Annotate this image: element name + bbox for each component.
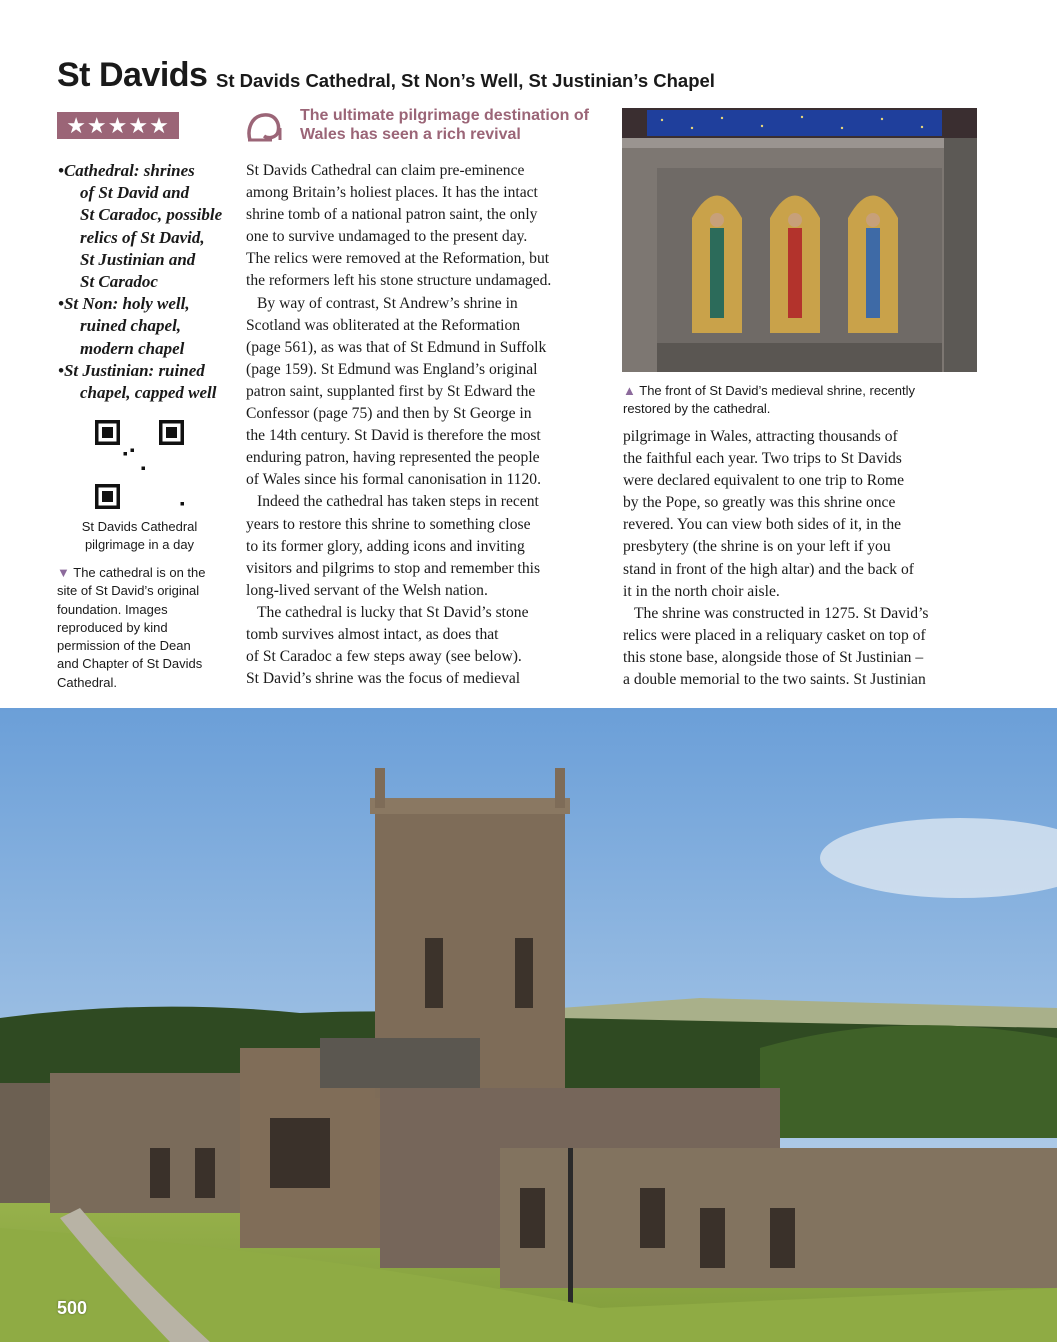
body-text-line: long-lived servant of the Welsh nation.: [246, 581, 488, 599]
highlight-item-text: Cathedral: shrines: [63, 161, 195, 180]
body-text-line: tomb survives almost intact, as does that: [246, 625, 499, 643]
highlight-item-text: St Justinian: ruined: [63, 360, 205, 380]
bullet-icon: •: [58, 360, 64, 380]
body-text-line: By way of contrast, St Andrew’s shrine in: [257, 294, 518, 312]
page-title: St Davids: [57, 56, 208, 94]
snail-spiral-icon: [246, 110, 286, 142]
qr-code[interactable]: [95, 420, 184, 509]
caption-text: permission of the Dean: [57, 638, 191, 654]
body-text-line: stand in front of the high altar) and the back of: [623, 560, 914, 578]
body-text-line: The shrine was constructed in 1275. St David’s: [634, 604, 929, 622]
body-text-line: patron saint, supplanted first by St Edward the: [246, 382, 536, 400]
body-column-2: [623, 426, 929, 691]
caption-text: site of St David’s original: [57, 583, 200, 599]
shrine-photo: [622, 108, 977, 372]
page-subtitle: St Davids Cathedral, St Non’s Well, St Justinian’s Chapel: [216, 70, 715, 91]
body-text-line: relics were placed in a reliquary casket on top of: [623, 626, 926, 644]
caption-text: The cathedral is on the: [69, 565, 206, 580]
body-text-line: the reformers left his stone structure undamaged.: [246, 272, 552, 290]
body-text-line: The cathedral is lucky that St David’s stone: [257, 603, 529, 621]
body-text-line: one to survive undamaged to the present day.: [246, 228, 528, 246]
pull-quote: [300, 106, 589, 144]
body-text-line: Confessor (page 75) and then by St George in: [246, 405, 532, 423]
caption-line: [57, 637, 222, 655]
caption-text: and Chapter of St Davids: [57, 656, 203, 672]
highlight-item-line: St Caradoc: [80, 272, 158, 292]
body-column-1: [246, 160, 551, 690]
body-text-line: among Britain’s holiest places. It has the intact: [246, 184, 538, 202]
body-text-line: years to restore this shrine to something close: [246, 515, 531, 533]
caption-line: The front of St David’s medieval shrine, recently: [635, 383, 916, 398]
body-text-line: enduring patron, having represented the people: [246, 449, 540, 467]
highlight-item-line: of St David and: [80, 183, 190, 203]
page-number: 500: [57, 1298, 88, 1318]
body-text-line: visitors and pilgrims to stop and remember this: [246, 559, 541, 577]
body-text-line: pilgrimage in Wales, attracting thousands of: [623, 428, 898, 445]
body-text-line: revered. You can view both sides of it, in the: [623, 516, 902, 534]
caption-line: [57, 582, 222, 600]
caption-line: [57, 601, 222, 619]
highlight-item-line: relics of St David,: [80, 227, 205, 247]
highlight-item-line: ruined chapel,: [80, 316, 182, 336]
caption-text: reproduced by kind: [57, 619, 168, 635]
pull-quote-line: Wales has seen a rich revival: [300, 126, 521, 143]
caption-line: [57, 619, 222, 637]
pull-quote-line: The ultimate pilgrimage destination of: [300, 107, 589, 124]
bullet-icon: •: [58, 294, 64, 314]
triangle-down-icon: ▼: [57, 565, 70, 580]
cathedral-photo: [0, 708, 1057, 1342]
highlight-item-line: [58, 360, 233, 382]
highlight-item-line: St Caradoc, possible: [80, 205, 223, 225]
body-text-line: by the Pope, so greatly was this shrine once: [623, 494, 896, 512]
cathedral-photo-caption: [57, 564, 222, 692]
body-text-line: this stone base, alongside those of St Justinian –: [623, 648, 924, 666]
body-text-line: of St Caradoc a few steps away (see below).: [246, 648, 522, 666]
body-text-line: were declared equivalent to one trip to Rome: [623, 472, 905, 490]
caption-text: Cathedral.: [57, 674, 117, 690]
body-text-line: it in the north choir aisle.: [623, 582, 780, 600]
caption-text: foundation. Images: [57, 601, 168, 617]
body-text-line: to its former glory, adding icons and inviting: [246, 537, 525, 555]
body-text-line: presbytery (the shrine is on your left if you: [623, 538, 891, 556]
body-text-line: of Wales since his formal canonisation in 1120.: [246, 471, 541, 489]
body-text-line: St Davids Cathedral can claim pre-eminence: [246, 162, 525, 179]
shrine-photo-caption: [623, 382, 963, 418]
highlight-item-line: [58, 160, 233, 182]
highlight-item-line: [58, 293, 233, 315]
highlight-item-line: St Justinian and: [80, 249, 196, 269]
triangle-up-icon: ▲: [623, 383, 636, 398]
star-rating: ★★★★★: [57, 112, 179, 139]
highlight-item-line: modern chapel: [80, 338, 185, 358]
body-text-line: a double memorial to the two saints. St Justinian: [623, 671, 926, 689]
body-text-line: The relics were removed at the Reformation, but: [246, 250, 550, 268]
body-text-line: the faithful each year. Two trips to St Davids: [623, 450, 902, 468]
body-text-line: Indeed the cathedral has taken steps in recent: [257, 493, 539, 511]
caption-line: [57, 674, 222, 692]
highlight-item-text: St Non: holy well,: [63, 294, 190, 314]
caption-line: [57, 655, 222, 673]
body-text-line: shrine tomb of a national patron saint, the only: [246, 206, 538, 224]
body-text-line: (page 561), as was that of St Edmund in Suffolk: [246, 338, 547, 356]
highlights-list: [58, 160, 233, 404]
bullet-icon: •: [58, 161, 64, 180]
body-text-line: (page 159). St Edmund was England’s original: [246, 360, 538, 378]
highlight-item-line: chapel, capped well: [80, 383, 217, 403]
caption-line: [57, 564, 222, 582]
caption-line: restored by the cathedral.: [623, 401, 771, 416]
qr-caption: [57, 518, 222, 554]
body-text-line: the 14th century. St David is therefore the most: [246, 427, 541, 445]
qr-caption-line: pilgrimage in a day: [84, 537, 195, 552]
body-text-line: St David’s shrine was the focus of medieval: [246, 670, 521, 688]
qr-caption-line: St Davids Cathedral: [81, 519, 198, 534]
body-text-line: Scotland was obliterated at the Reformation: [246, 316, 521, 334]
